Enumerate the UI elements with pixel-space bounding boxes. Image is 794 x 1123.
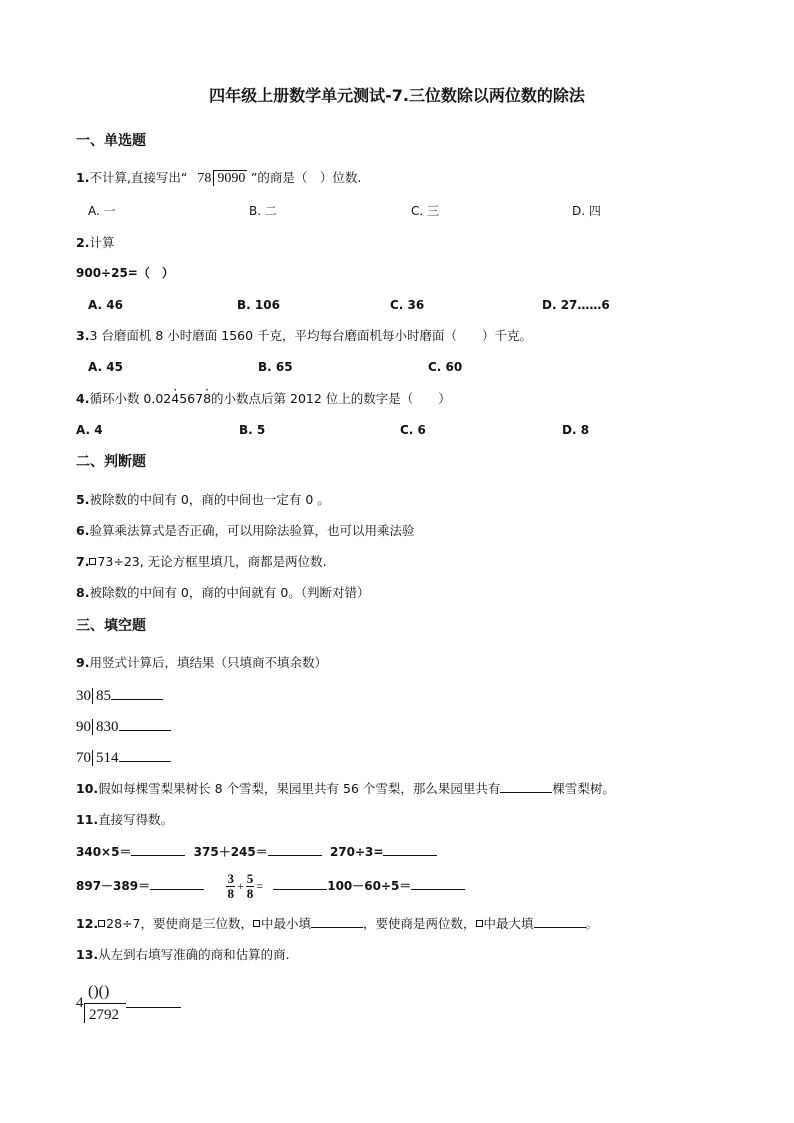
answer-blank[interactable] [119, 730, 171, 731]
question-number: 9. [76, 655, 90, 670]
question-number: 13. [76, 947, 99, 962]
question-text: 73÷23, 无论方框里填几，商都是两位数. [97, 554, 327, 569]
question-number: 7. [76, 554, 90, 569]
blank-box-icon [98, 920, 105, 927]
question-text: 从左到右填写准确的商和估算的商. [98, 947, 290, 962]
expression: 270÷3= [329, 845, 384, 859]
question-number: 10. [76, 781, 99, 796]
question-number: 12. [76, 916, 99, 931]
option-d[interactable]: D. 8 [562, 423, 590, 437]
question-11 [76, 814, 173, 827]
fraction [246, 872, 255, 900]
long-division [197, 171, 251, 186]
repeat-dot-end: · 8 [203, 393, 211, 406]
denominator: 8 [227, 886, 234, 901]
answer-blank[interactable] [150, 889, 204, 890]
expression: 100－60÷5＝ [327, 879, 412, 893]
question-10 [76, 783, 615, 796]
answer-blank[interactable] [383, 855, 437, 856]
option-b[interactable]: B. 106 [237, 298, 280, 312]
answer-blank[interactable] [534, 927, 586, 928]
question-number: 2. [76, 235, 90, 250]
question-text: 假如每棵雪梨果树长 8 个雪梨，果园里共有 56 个雪梨，那么果园里共有 [98, 781, 501, 796]
question-5 [76, 494, 330, 507]
equals-sign: = [256, 879, 264, 893]
question-text: 中最小填 [261, 916, 312, 931]
question-text: 不计算,直接写出“ [89, 170, 188, 185]
question-1 [76, 172, 361, 186]
dividend: 514 [92, 750, 119, 766]
question-11-row-2 [76, 871, 465, 901]
option-c[interactable]: C. 6 [400, 423, 426, 437]
question-8 [76, 587, 370, 600]
section-heading-single-choice: 一、单选题 [76, 133, 146, 149]
option-d[interactable]: D. 27……6 [542, 298, 610, 312]
divisor: 78 [197, 171, 212, 186]
division-item-2 [76, 720, 171, 735]
option-c[interactable]: C. 36 [390, 298, 425, 312]
question-number: 1. [76, 170, 90, 185]
expression: 375＋245＝ [193, 845, 268, 859]
division-bracket [84, 1003, 85, 1023]
answer-blank[interactable] [268, 855, 322, 856]
divisor: 4 [76, 995, 84, 1011]
answer-blank[interactable] [131, 855, 185, 856]
repeat-digits: 567 [179, 391, 204, 406]
answer-blank[interactable] [311, 927, 363, 928]
question-number: 11. [76, 812, 99, 827]
question-2 [76, 237, 114, 250]
question-12 [76, 918, 598, 931]
question-text-end: 的小数点后第 2012 位上的数字是（ ） [211, 391, 451, 406]
option-a[interactable]: A. 46 [88, 298, 123, 312]
question-9 [76, 657, 327, 670]
fraction [226, 872, 235, 900]
question-6 [76, 525, 414, 538]
question-number: 3. [76, 328, 90, 343]
question-4 [76, 393, 451, 406]
denominator: 8 [246, 886, 254, 901]
answer-blank[interactable] [500, 792, 552, 793]
question-13 [76, 949, 290, 962]
long-division-13 [76, 996, 84, 1011]
answer-blank[interactable] [126, 1007, 181, 1008]
dividend: 830 [92, 719, 119, 735]
answer-blank[interactable] [411, 889, 465, 890]
answer-blank[interactable] [273, 889, 327, 890]
option-c[interactable]: C. 60 [428, 360, 463, 374]
blank-box-icon [253, 920, 260, 927]
dividend: 9090 [213, 170, 247, 186]
quotient-placeholder: ()() [88, 983, 110, 1000]
question-11-row-1 [76, 846, 437, 858]
question-number: 6. [76, 523, 90, 538]
numerator: 3 [227, 871, 234, 887]
division-item-3 [76, 751, 171, 766]
option-b[interactable]: B. 二 [249, 204, 277, 218]
blank-box-icon [89, 558, 96, 565]
option-a[interactable]: A. 4 [76, 423, 103, 437]
question-text: 中最大填 [483, 916, 534, 931]
numerator: 5 [246, 871, 254, 887]
question-text: 用竖式计算后，填结果（只填商不填余数） [89, 655, 327, 670]
question-text: 验算乘法算式是否正确，可以用除法验算，也可以用乘法验 [89, 523, 415, 538]
option-a[interactable]: A. 一 [88, 204, 116, 218]
option-d[interactable]: D. 四 [572, 204, 601, 218]
expression: 897－389＝ [76, 879, 151, 893]
answer-blank[interactable] [119, 761, 171, 762]
question-number: 5. [76, 492, 90, 507]
option-b[interactable]: B. 65 [258, 360, 293, 374]
question-text: 直接写得数。 [98, 812, 174, 827]
answer-blank[interactable] [111, 699, 163, 700]
division-item-1 [76, 689, 163, 704]
question-text-end: 棵雪梨树。 [552, 781, 615, 796]
question-text: 28÷7，要使商是三位数， [106, 916, 253, 931]
page-title: 四年级上册数学单元测试-7.三位数除以两位数的除法 [209, 86, 585, 105]
option-c[interactable]: C. 三 [411, 204, 440, 218]
plus-sign: + [236, 879, 244, 893]
question-text: 3 台磨面机 8 小时磨面 1560 千克，平均每台磨面机每小时磨面（ ）千克。 [89, 328, 533, 343]
question-number: 4. [76, 391, 90, 406]
question-7 [76, 556, 327, 569]
divisor: 90 [76, 719, 91, 735]
option-b[interactable]: B. 5 [239, 423, 266, 437]
question-text: ，要使商是两位数， [363, 916, 476, 931]
section-heading-fill-blank: 三、填空题 [76, 618, 146, 634]
question-text: 循环小数 0.02 [89, 391, 172, 406]
dividend: 2792 [89, 1007, 119, 1023]
section-heading-true-false: 二、判断题 [76, 454, 146, 470]
question-2-expression: 900÷25=（ ） [76, 266, 174, 280]
question-text: 。 [585, 916, 599, 931]
question-text: 被除数的中间有 0，商的中间就有 0。（判断对错） [89, 585, 370, 600]
divisor: 70 [76, 750, 91, 766]
dividend: 85 [92, 688, 111, 704]
question-text: 计算 [89, 235, 115, 250]
repeat-dot-start: · 4 [171, 393, 179, 406]
option-a[interactable]: A. 45 [88, 360, 123, 374]
question-number: 8. [76, 585, 90, 600]
blank-box-icon [476, 920, 483, 927]
divisor: 30 [76, 688, 91, 704]
expression: 340×5＝ [76, 845, 132, 859]
question-text-end: ”的商是（ ）位数. [250, 170, 362, 185]
question-text: 被除数的中间有 0，商的中间也一定有 0 。 [89, 492, 330, 507]
division-bar [84, 1003, 126, 1004]
question-3 [76, 330, 532, 343]
